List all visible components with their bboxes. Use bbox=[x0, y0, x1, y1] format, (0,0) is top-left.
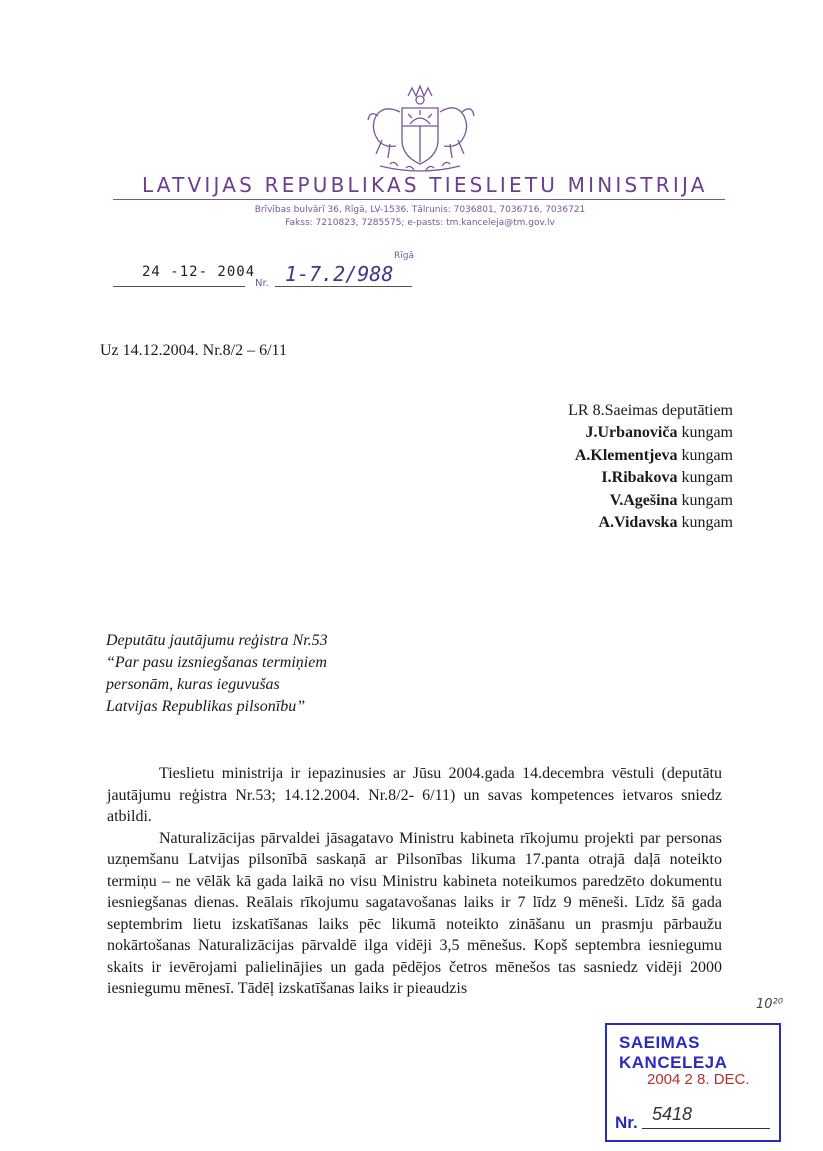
addressee-recipient bbox=[601, 467, 733, 490]
recipient-suffix: kungam bbox=[681, 514, 733, 531]
stamp-nr-label: Nr. bbox=[615, 1113, 638, 1132]
recipient-name: A.Klementjeva bbox=[574, 446, 678, 464]
subject-line: Deputātu jautājumu reģistra Nr.53 bbox=[106, 632, 328, 649]
city-label: Rīgā bbox=[394, 251, 414, 261]
stamp-date: 2004 2 8. DEC. bbox=[647, 1071, 750, 1088]
addressee-recipient bbox=[575, 445, 733, 468]
number-line bbox=[275, 286, 412, 287]
letter-body bbox=[107, 763, 722, 1000]
stamp-nr-value: 5418 bbox=[652, 1104, 693, 1124]
recipient-suffix: kungam bbox=[681, 424, 733, 441]
recipient-suffix: kungam bbox=[681, 446, 733, 464]
stamp-title: SAEIMAS KANCELEJA bbox=[619, 1033, 728, 1072]
subject-line: personām, kuras ieguvušas bbox=[106, 676, 280, 693]
ministry-contacts: Fakss: 7210823, 7285575; e-pasts: tm.kanceleja@tm.gov.lv bbox=[285, 218, 555, 228]
coat-of-arms-emblem bbox=[360, 82, 480, 174]
header-divider bbox=[113, 199, 725, 200]
registration-stamp bbox=[605, 1023, 781, 1142]
reference-line: Uz 14.12.2004. Nr.8/2 – 6/11 bbox=[100, 342, 287, 359]
letter-nr-label: Nr. bbox=[255, 278, 269, 289]
stamp-nr-line bbox=[642, 1128, 770, 1129]
subject-line: Latvijas Republikas pilsonību” bbox=[106, 698, 306, 715]
addressee-recipient bbox=[610, 490, 733, 513]
subject-line: “Par pasu izsniegšanas termiņiem bbox=[106, 654, 327, 671]
letter-subject bbox=[106, 630, 328, 718]
recipient-name: J.Urbanoviča bbox=[585, 424, 678, 441]
addressee-recipient bbox=[598, 512, 733, 535]
addressee-recipient bbox=[585, 422, 733, 445]
handwritten-margin-note: 10²⁰ bbox=[756, 997, 783, 1012]
body-paragraph: Tieslietu ministrija ir iepazinusies ar Jūsu 2004.gada 14.decembra vēstuli (deputātu jautājumu reģistra Nr.53; 14.12.2004. Nr.8/2- 6/11) un savas kompetences ietvaros sniedz atbildi. bbox=[107, 765, 722, 825]
recipient-suffix: kungam bbox=[681, 491, 733, 509]
recipient-name: A.Vidavska bbox=[598, 514, 678, 531]
ministry-address: Brīvības bulvārī 36, Rīgā, LV-1536. Tālrunis: 7036801, 7036716, 7036721 bbox=[254, 205, 586, 215]
addressee-intro: LR 8.Saeimas deputātiem bbox=[568, 402, 733, 419]
recipient-name: V.Agešina bbox=[609, 491, 678, 509]
ministry-name: LATVIJAS REPUBLIKAS TIESLIETU MINISTRIJA bbox=[142, 173, 708, 197]
recipient-suffix: kungam bbox=[681, 469, 733, 486]
body-paragraph: Naturalizācijas pārvaldei jāsagatavo Ministru kabineta rīkojumu projekti par personas uzņemšanu Latvijas pilsonībā saskaņā ar Pilsonības likuma 17.panta otrajā daļā noteikto termiņu – ne vēlāk kā gada laikā no visu Ministru kabineta noteikumos paredzēto dokumentu iesniegšanas dienas. Reālais rīkojumu sagatavošanas laiks ir 7 līdz 9 mēneši. Līdz šā gada septembrim lietu izskatīšanas laiks pēc likumā noteikto zināšanu un prasmju pārbaužu nokārtošanas Naturalizācijas pārvaldē ilga vidēji 3,5 mēnešus. Kopš septembra iesniegumu skaits ir ievērojami palielinājies un gada pēdējos četros mēnešos tas sasniedz vidēji 2000 iesniegumu mēnesī. Tādēļ izskatīšanas laiks ir pieaudzis bbox=[107, 829, 722, 997]
recipient-name: I.Ribakova bbox=[601, 469, 678, 486]
letter-number: 1-7.2/988 bbox=[285, 262, 394, 286]
date-line bbox=[113, 286, 245, 287]
letter-date: 24 -12- 2004 bbox=[142, 264, 256, 280]
